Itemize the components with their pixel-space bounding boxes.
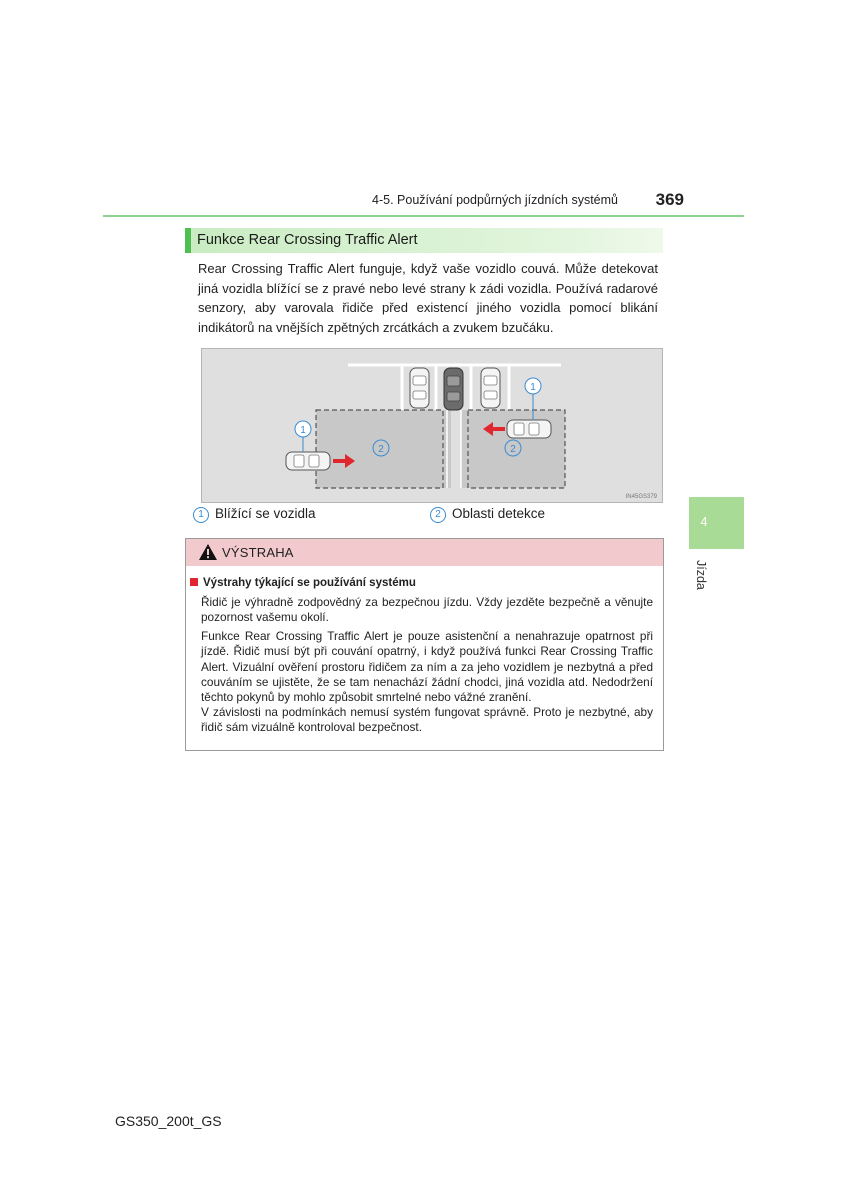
section-heading-text: Funkce Rear Crossing Traffic Alert (197, 232, 418, 248)
warning-triangle-icon (199, 544, 217, 560)
warning-header (186, 539, 663, 566)
chapter-label-container (690, 556, 718, 596)
callout-1-label: 1 (530, 382, 536, 393)
chapter-tab (689, 497, 744, 549)
bullet-square-icon (190, 578, 198, 586)
warning-paragraph: Funkce Rear Crossing Traffic Alert je pouze asistenční a nenahrazuje opatrnost při jízdě. Řidič musí být při couvání opatrný, i když používá funkci Rear Crossing Traffic Alert. Vizuální ověření prostoru řidičem za ním a za jeho vozidlem je nezbytná a před couváním se ujistěte, že se tam nenachází žádní chodci, jiná vozidla atd. Nedodržení těchto pokynů by mohlo způsobit smrtelné nebo vážné zranění. (201, 629, 653, 705)
approaching-vehicle-right (507, 420, 551, 438)
rcta-illustration (201, 348, 663, 503)
footer-model-code: GS350_200t_GS (115, 1113, 222, 1129)
warning-paragraph: Řidič je výhradně zodpovědný za bezpečnou jízdu. Vždy jezděte bezpečně a věnujte pozornost vašemu okolí. (201, 595, 653, 625)
parked-car (410, 368, 429, 408)
own-reversing-car (444, 368, 463, 410)
warning-paragraph: V závislosti na podmínkách nemusí systém fungovat správně. Proto je nezbytné, aby řidič sám vizuálně kontroloval bezpečnost. (201, 705, 653, 735)
legend-item (193, 506, 316, 524)
parked-car (481, 368, 500, 408)
legend-label: Oblasti detekce (452, 506, 546, 521)
header-rule (103, 215, 744, 217)
callout-2-label: 2 (510, 444, 516, 455)
figure-code: IN45GS379 (625, 494, 657, 500)
warning-box (185, 538, 664, 751)
chapter-label: Jízda (694, 560, 708, 590)
legend-number: 1 (193, 507, 209, 523)
running-header-title: 4-5. Používání podpůrných jízdních systémů (372, 193, 618, 207)
warning-subtitle-text: Výstrahy týkající se používání systému (203, 577, 416, 589)
legend-label: Blížící se vozidla (215, 506, 316, 521)
callout-1-label: 1 (300, 425, 306, 436)
page-number: 369 (655, 190, 684, 209)
section-heading (185, 228, 663, 253)
warning-subtitle (190, 577, 416, 589)
parking-diagram (201, 348, 663, 503)
legend-number: 2 (430, 507, 446, 523)
warning-title: VÝSTRAHA (222, 545, 294, 560)
approaching-vehicle-left (286, 452, 330, 470)
legend-item (430, 506, 545, 524)
intro-paragraph: Rear Crossing Traffic Alert funguje, když vaše vozidlo couvá. Může detekovat jiná vozidla blížící se z pravé nebo levé strany k zádi vozidla. Používá radarové senzory, aby varovala řidiče před existencí jiného vozidla pomocí blikání indikátorů na vnějších zpětných zrcátkách a zvukem bzučáku. (198, 261, 658, 335)
section-heading-accent-bar (185, 228, 191, 253)
chapter-number: 4 (700, 515, 708, 529)
callout-2-label: 2 (378, 444, 384, 455)
